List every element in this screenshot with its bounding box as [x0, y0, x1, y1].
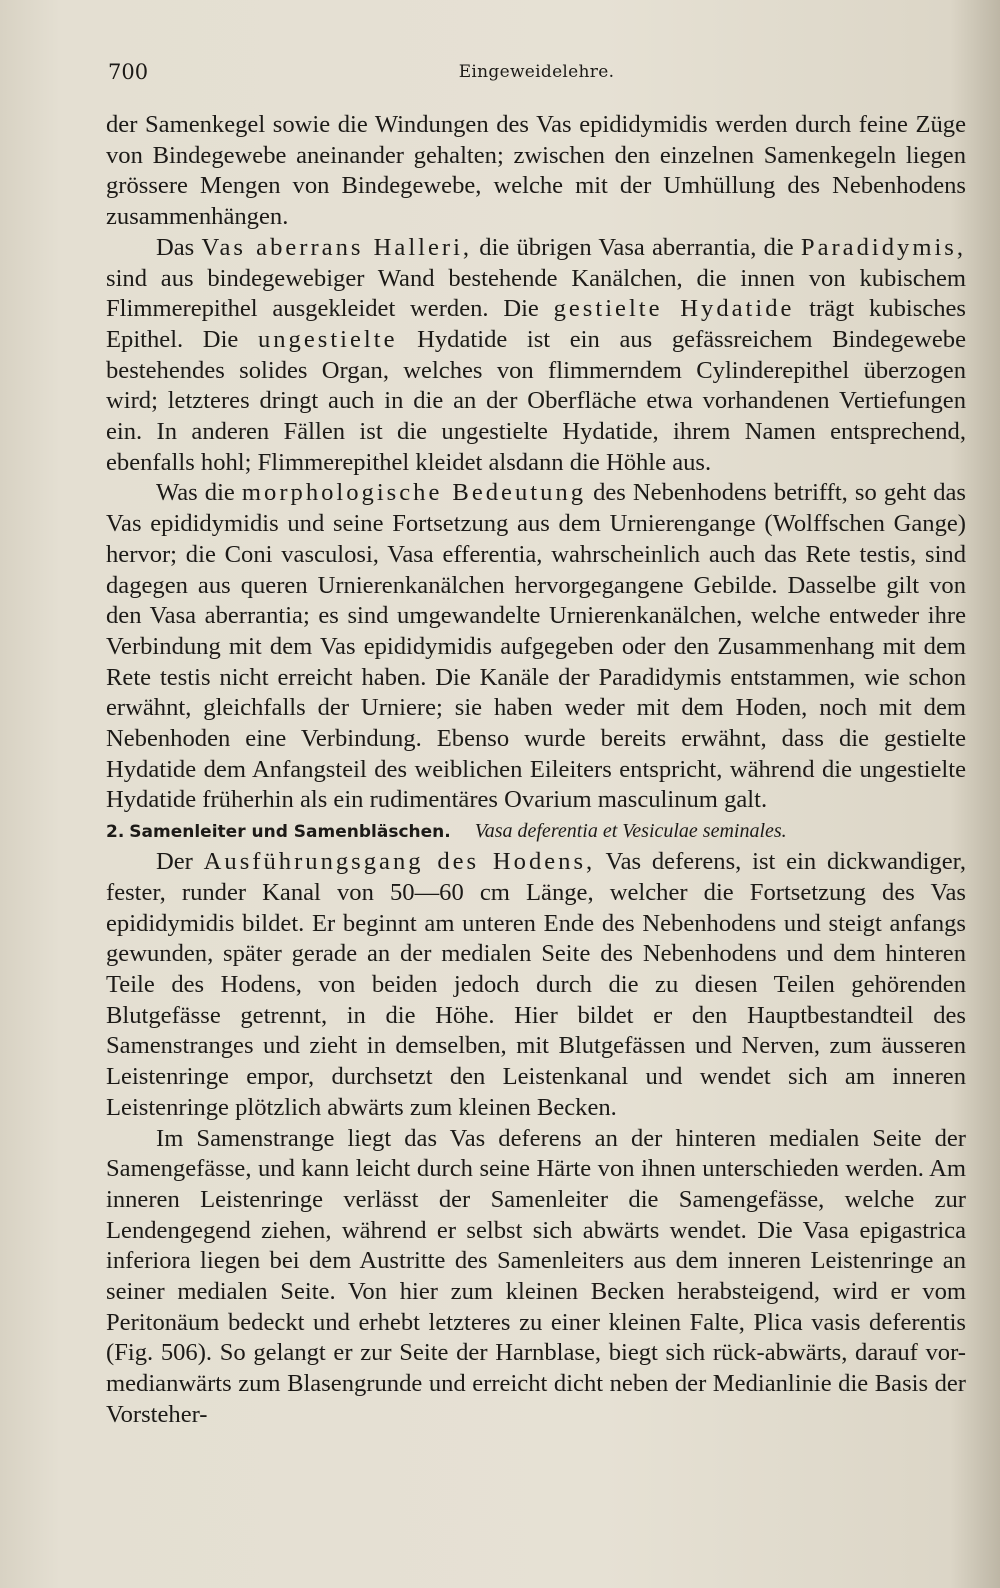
- spaced-term-ausfuehrungsgang: Ausführungsgang des Hodens,: [203, 848, 596, 876]
- text-run: Der: [156, 848, 204, 876]
- body-text: [106, 110, 966, 1431]
- paragraph-5: Im Samenstrange liegt das Vas deferens an der hinteren medialen Seite der Samengefässe, und kann leicht durch seine Härte von ihnen unterschieden werden. Am inneren Leistenringe verlässt der Samenleiter die Samengefässe, welche zur Lendengegend ziehen, während er selbst sich abwärts wendet. Die Vasa epigastrica inferiora liegen bei dem Austritte des Samenleiters aus dem inneren Leistenringe an seiner medialen Seite. Von hier zum kleinen Becken herabsteigend, wird er vom Peritonäum bedeckt und erhebt letzteres zu einer kleinen Falte, Plica vasis deferentis (Fig. 506). So gelangt er zur Seite der Harnblase, biegt sich rück-abwärts, darauf vor-medianwärts zum Blasengrunde und erreicht dicht neben der Medianlinie die Basis der Vorsteher-: [106, 1124, 966, 1428]
- text-run: sind aus bindegewebiger Wand bestehende Kanälchen, die innen von kubischem Flimmerepithel ausgekleidet werden. Die: [106, 264, 966, 323]
- spaced-term-ungestielte: ungestielte: [257, 325, 398, 353]
- section-latin-title: Vasa deferentia et Vesiculae seminales.: [474, 820, 787, 843]
- spaced-term-paradidymis: Paradidymis,: [800, 233, 966, 261]
- paragraph-2: [106, 233, 966, 479]
- text-run: des Nebenhodens betrifft, so geht das Vas epididymidis und seine Fortsetzung aus dem Urnierengange (Wolffschen Gange) hervor; die Coni vasculosi, Vasa efferentia, wahrscheinlich auch das Rete testis, sind dagegen aus queren Urnierenkanälchen hervorgegangene Gebilde. Dasselbe gilt von den Vasa aberrantia; es sind umgewandelte Urnierenkanälchen, welche entweder ihre Verbindung mit dem Vas epididymidis aufgegeben oder den Zusammenhang mit dem Rete testis nicht erreicht haben. Die Kanäle der Paradidymis entstammen, wie schon erwähnt, gleichfalls der Urniere; sie haben weder mit dem Hoden, noch mit dem Nebenhoden eine Verbindung. Ebenso wurde bereits erwähnt, dass die gestielte Hydatide dem Anfangsteil des weiblichen Eileiters entspricht, während die ungestielte Hydatide früherhin als ein rudimentäres Ovarium masculinum galt.: [106, 479, 967, 814]
- running-head: Eingeweidelehre.: [458, 62, 615, 82]
- page-header: [108, 60, 965, 88]
- page-number: 700: [108, 60, 149, 84]
- text-run: trägt kubisches Epithel. Die: [106, 295, 966, 353]
- paragraph-3: [106, 478, 966, 816]
- section-title: Samenleiter und Samenbläschen.: [129, 822, 451, 843]
- text-run: Das: [156, 233, 202, 261]
- section-heading: [106, 816, 966, 847]
- text-run: Vas deferens, ist ein dickwandiger, fester, runder Kanal von 50—60 cm Länge, welcher die Fortsetzung des Vas epididymidis bildet. Er beginnt am unteren Ende des Nebenhodens und steigt anfangs gewunden, später gerade an der medialen Seite des Nebenhodens und dem hinteren Teile des Hodens, von beiden jedoch durch die zu diesen Teilen gehörenden Blutgefässe getrennt, in die Höhe. Hier bildet er den Hauptbestandteil des Samenstranges und zieht in demselben, mit Blutgefässen und Nerven, zum äusseren Leistenringe empor, durchsetzt den Leistenkanal und wendet sich am inneren Leistenringe plötzlich abwärts zum kleinen Becken.: [106, 848, 966, 1121]
- paragraph-4: [106, 847, 966, 1123]
- spaced-term-vas-aberrans: Vas aberrans Halleri,: [201, 233, 473, 261]
- section-number: 2.: [106, 822, 125, 843]
- spaced-term-gestielte-hydatide: gestielte Hydatide: [553, 295, 795, 323]
- text-run: Hydatide ist ein aus gefässreichem Bindegewebe bestehendes solides Organ, welches von flimmerndem Cylinderepithel überzogen wird; letzteres dringt auch in die an der Oberfläche etwa vorhandenen Vertiefungen ein. In anderen Fällen ist die ungestielte Hydatide, ihrem Namen entsprechend, ebenfalls hohl; Flimmerepithel kleidet alsdann die Höhle aus.: [106, 325, 966, 476]
- spaced-term-morphologische-bedeutung: morphologische Bedeutung: [241, 479, 586, 507]
- text-run: Was die: [156, 479, 242, 507]
- text-run: die übrigen Vasa aberrantia, die: [472, 233, 801, 261]
- paragraph-1: der Samenkegel sowie die Windungen des Vas epididymidis werden durch feine Züge von Bindegewebe aneinander gehalten; zwischen den einzelnen Samenkegeln liegen grössere Mengen von Bindegewebe, welche mit der Umhüllung des Nebenhodens zusammenhängen.: [106, 111, 966, 231]
